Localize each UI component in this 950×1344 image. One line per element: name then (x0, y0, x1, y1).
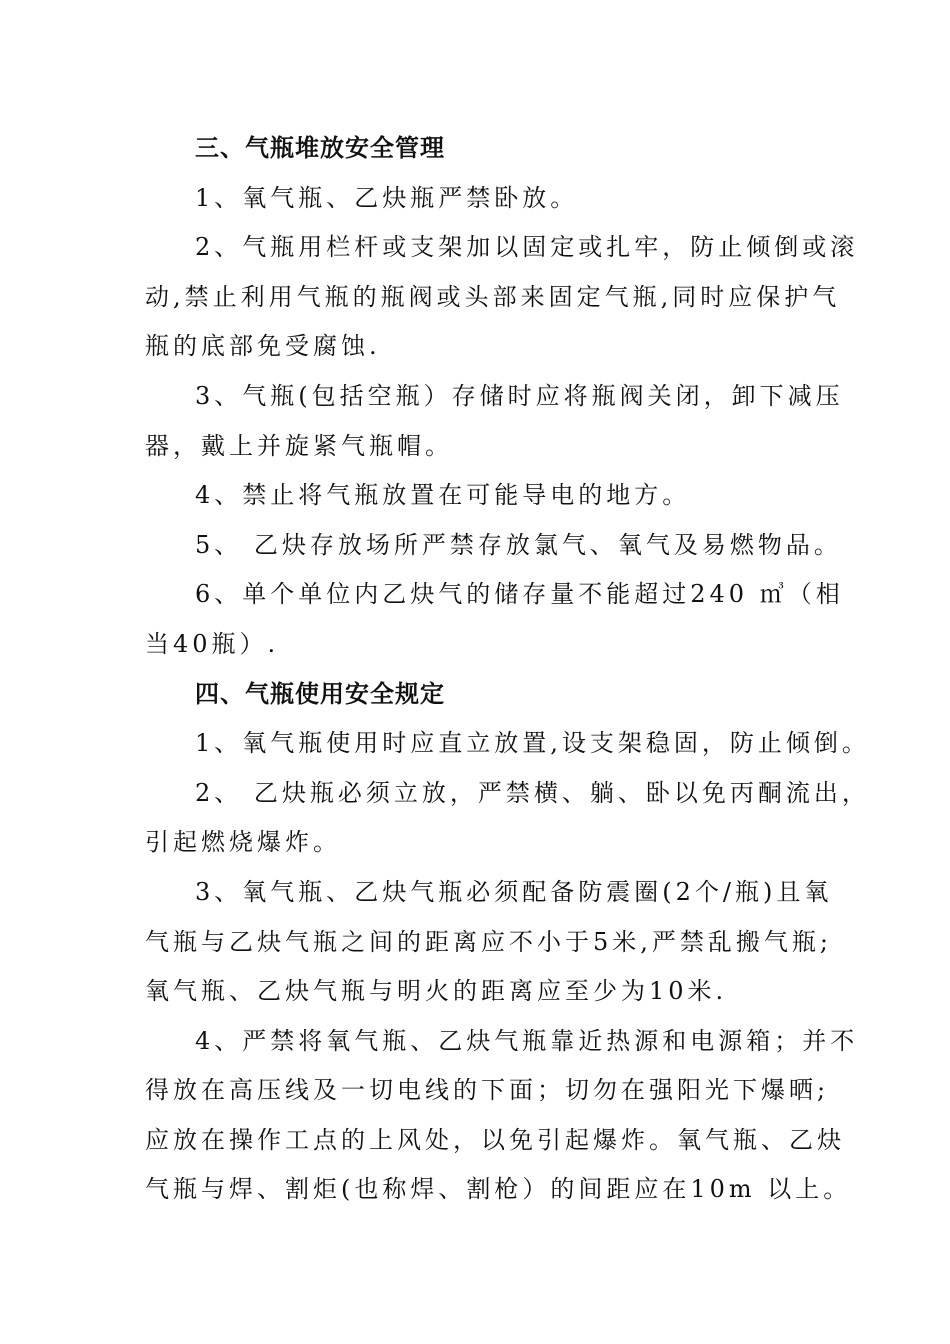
paragraph-line: 2、 乙炔瓶必须立放，严禁横、躺、卧以免丙酮流出， (195, 778, 870, 807)
section-3-heading: 三、气瓶堆放安全管理 (195, 134, 445, 162)
section-3-item-4 (145, 471, 807, 521)
paragraph-line: 1、氧气瓶、乙炔瓶严禁卧放。 (195, 183, 579, 212)
section-4-item-1 (145, 719, 870, 769)
paragraph-line: 器，戴上并旋紧气瓶帽。 (145, 431, 453, 460)
section-3-item-2 (145, 223, 859, 372)
paragraph-line: 氧气瓶、乙炔气瓶与明火的距离应至少为10米. (145, 977, 728, 1006)
document-body (145, 124, 870, 1215)
paragraph-line: 1、氧气瓶使用时应直立放置,设支架稳固，防止倾倒。 (195, 729, 870, 758)
paragraph-line: 动,禁止利用气瓶的瓶阀或头部来固定气瓶,同时应保护气 (145, 282, 841, 311)
paragraph-line: 引起燃烧爆炸。 (145, 828, 341, 857)
paragraph-line: 2、气瓶用栏杆或支架加以固定或扎牢，防止倾倒或滚 (195, 233, 859, 262)
paragraph-line: 当40瓶）. (145, 629, 280, 658)
paragraph-line: 气瓶与焊、割炬(也称焊、割枪）的间距应在10m 以上。 (145, 1175, 852, 1204)
paragraph-line: 3、氧气瓶、乙炔气瓶必须配备防震圈(2个/瓶)且氧 (195, 877, 833, 906)
section-4-item-3 (145, 868, 833, 1017)
section-3-item-6 (145, 570, 844, 669)
paragraph-line: 瓶的底部免受腐蚀. (145, 332, 381, 361)
section-3-item-1 (145, 174, 807, 224)
section-4-item-4 (145, 1017, 859, 1215)
paragraph-line: 3、气瓶(包括空瓶）存储时应将瓶阀关闭，卸下减压 (195, 381, 844, 410)
paragraph-line: 应放在操作工点的上风处，以免引起爆炸。氧气瓶、乙炔 (145, 1125, 845, 1154)
paragraph-line: 5、 乙炔存放场所严禁存放氯气、氧气及易燃物品。 (195, 530, 842, 559)
section-4-item-2 (145, 769, 870, 868)
paragraph-line: 4、禁止将气瓶放置在可能导电的地方。 (195, 481, 691, 510)
section-3-item-3 (145, 372, 844, 471)
paragraph-line: 4、严禁将氧气瓶、乙炔气瓶靠近热源和电源箱；并不 (195, 1026, 859, 1055)
section-4-heading: 四、气瓶使用安全规定 (195, 679, 445, 708)
paragraph-line: 6、单个单位内乙炔气的储存量不能超过240 ㎥（相 (195, 580, 844, 609)
section-3-item-5 (145, 521, 842, 571)
paragraph-line: 得放在高压线及一切电线的下面；切勿在强阳光下爆晒; (145, 1076, 830, 1105)
paragraph-line: 气瓶与乙炔气瓶之间的距离应不小于5米,严禁乱搬气瓶; (145, 927, 832, 956)
